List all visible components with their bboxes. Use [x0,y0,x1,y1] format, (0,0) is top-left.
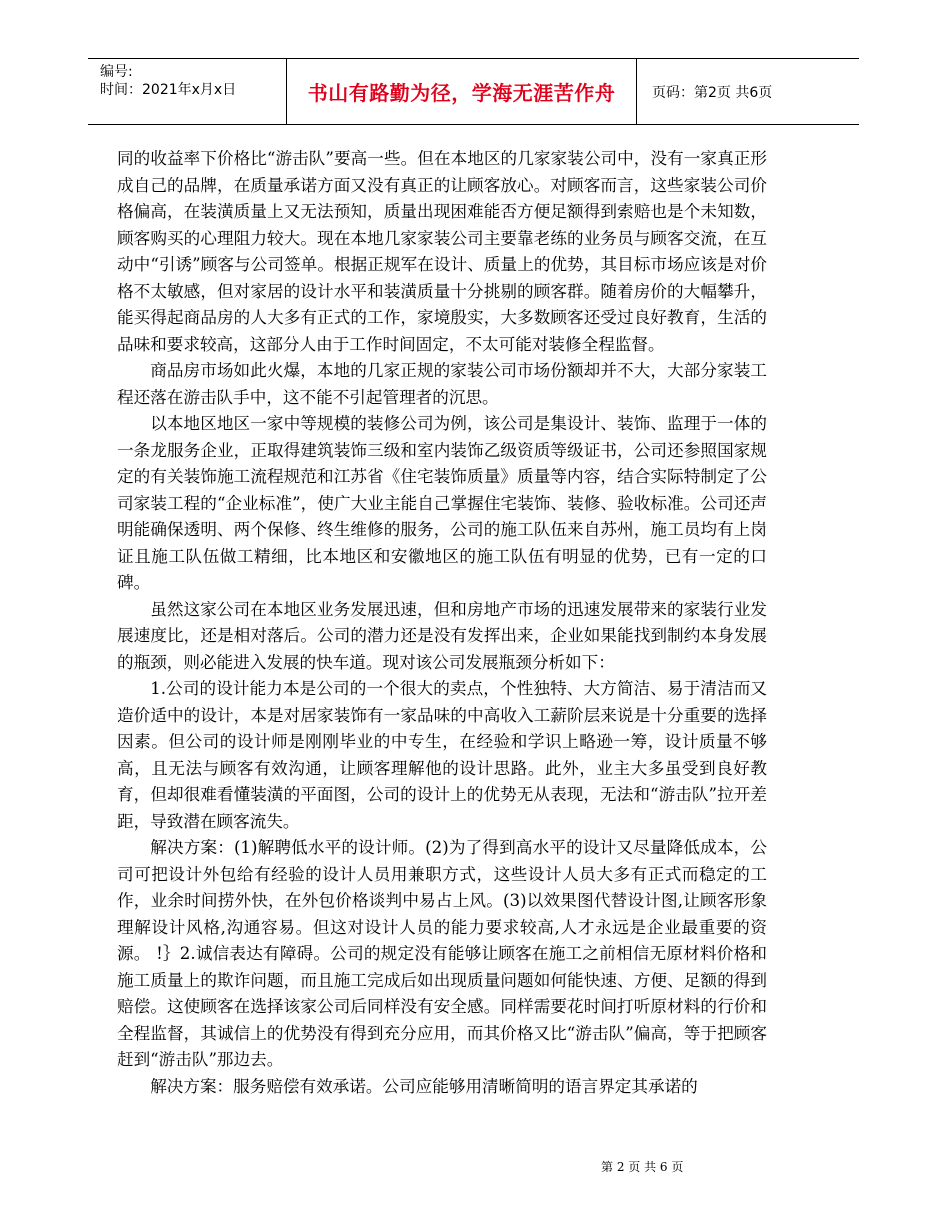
paragraph: 以本地区地区一家中等规模的装修公司为例，该公司是集设计、装饰、监理于一体的一条龙服务企业，正取得建筑装饰三级和室内装饰乙级资质等级证书，公司还参照国家规定的有关装饰施工流程规范和江苏省《住宅装饰质量》质量等内容，结合实际特制定了公司家装工程的“企业标准”，使广大业主能自己掌握住宅装饰、装修、验收标准。公司还声明能确保透明、两个保修、终生维修的服务，公司的施工队伍来自苏州，施工员均有上岗证且施工队伍做工精细，比本地区和安徽地区的施工队伍有明显的优势，已有一定的口碑。 [117,414,767,592]
page-header [88,58,859,125]
paragraph: 解决方案：(1)解聘低水平的设计师。(2)为了得到高水平的设计又尽量降低成本，公司可把设计外包给有经验的设计人员用兼职方式，这些设计人员大多有正式而稳定的工作，业余时间捞外快，在外包价格谈判中易占上风。(3)以效果图代替设计图,让顾客形象理解设计风格,沟通容易。但这对设计人员的能力要求较高,人才永远是企业最重要的资源。 !｝2.诚信表达有障碍。公司的规定没有能够让顾客在施工之前相信无原材料价格和施工质量上的欺诈问题，而且施工完成后如出现质量问题如何能快速、方便、足额的得到赔偿。这使顾客在选择该家公司后同样没有安全感。同样需要花时间打听原材料的行价和全程监督，其诚信上的优势没有得到充分应用，而其价格又比“游击队”偏高，等于把顾客赶到“游击队”那边去。 [117,838,767,1069]
document-number-label: 编号: [100,64,133,80]
paragraph: 1.公司的设计能力本是公司的一个很大的卖点，个性独特、大方简洁、易于清洁而又造价适中的设计，本是对居家装饰有一家品味的中高收入工薪阶层来说是十分重要的选择因素。但公司的设计师是刚刚毕业的中专生，在经验和学识上略逊一筹，设计质量不够高，且无法与顾客有效沟通，让顾客理解他的设计思路。此外，业主大多虽受到良好教育，但却很难看懂装潢的平面图，公司的设计上的优势无从表现，无法和“游击队”拉开差距，导致潜在顾客流失。 [117,679,767,831]
header-page-info: 页码：第2页 共6页 [652,84,773,101]
paragraph: 同的收益率下价格比“游击队”要高一些。但在本地区的几家家装公司中，没有一家真正形成自己的品牌，在质量承诺方面又没有真正的让顾客放心。对顾客而言，这些家装公司价格偏高，在装潢质量上又无法预知，质量出现困难能否方便足额得到索赔也是个未知数，顾客购买的心理阻力较大。现在本地几家家装公司主要靠老练的业务员与顾客交流，在互动中“引诱”顾客与公司签单。根据正规军在设计、质量上的优势，其目标市场应该是对价格不太敏感，但对家居的设计水平和装潢质量十分挑剔的顾客群。随着房价的大幅攀升，能买得起商品房的人大多有正式的工作，家境殷实，大多数顾客还受过良好教育，生活的品味和要求较高，这部分人由于工作时间固定，不太可能对装修全程监督。 [117,149,767,354]
paragraph: 虽然这家公司在本地区业务发展迅速，但和房地产市场的迅速发展带来的家装行业发展速度比，还是相对落后。公司的潜力还是没有发挥出来，企业如果能找到制约本身发展的瓶颈，则必能进入发展的快车道。现对该公司发展瓶颈分析如下： [117,599,767,672]
header-meta [88,59,283,124]
paragraph: 解决方案：服务赔偿有效承诺。公司应能够用清晰简明的语言界定其承诺的 [150,1076,698,1096]
document-date: 时间：2021年x月x日 [100,82,237,98]
page-footer: 第 2 页 共 6 页 [601,1160,684,1174]
header-motto-cell [286,59,637,124]
header-motto: 书山有路勤为径，学海无涯苦作舟 [307,81,616,105]
document-body [117,146,767,1100]
paragraph: 商品房市场如此火爆，本地的几家正规的家装公司市场份额却并不大，大部分家装工程还落在游击队手中，这不能不引起管理者的沉思。 [117,361,767,407]
